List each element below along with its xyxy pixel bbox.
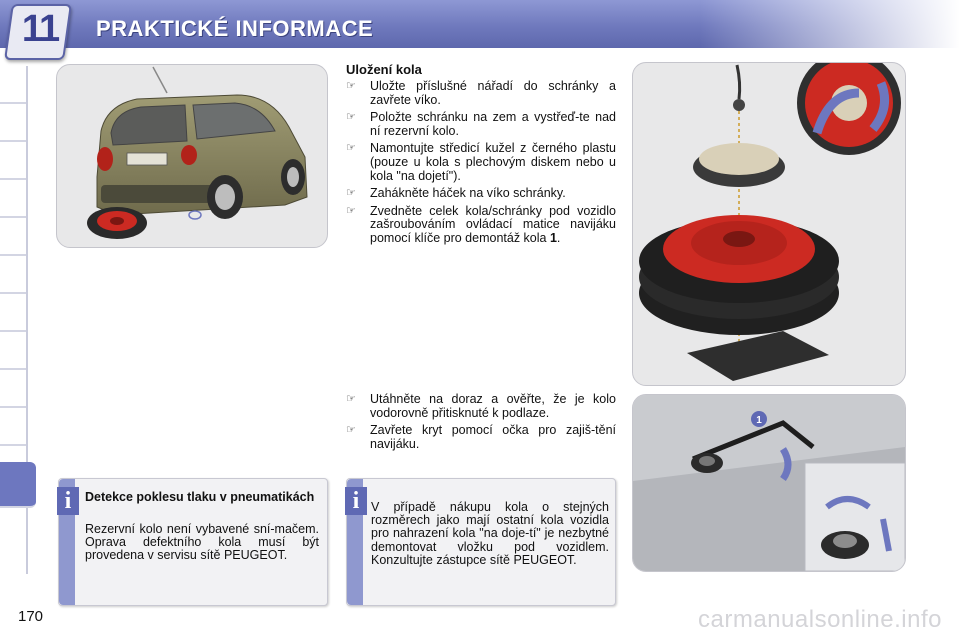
winch-cover-illustration bbox=[633, 395, 905, 571]
side-tab[interactable] bbox=[0, 66, 26, 104]
list-item: ☞ Utáhněte na doraz a ověřte, že je kolo vodorovně přitisknuté k podlaze. bbox=[346, 392, 616, 420]
info-icon: i bbox=[57, 487, 79, 515]
side-tab[interactable] bbox=[0, 142, 26, 180]
side-tab[interactable] bbox=[0, 332, 26, 370]
tpms-info-box bbox=[58, 478, 328, 606]
hand-pointer-icon: ☞ bbox=[346, 111, 356, 124]
hand-pointer-icon: ☞ bbox=[346, 393, 356, 405]
list-item: ☞ Uložte příslušné nářadí do schránky a zavřete víko. bbox=[346, 79, 616, 107]
list-item: ☞ Zahákněte háček na víko schránky. bbox=[346, 186, 566, 201]
side-tab-active[interactable] bbox=[0, 462, 36, 508]
side-tab[interactable] bbox=[0, 104, 26, 142]
page-number: 170 bbox=[18, 608, 44, 625]
spare-wheel-stack-panel bbox=[632, 62, 906, 386]
side-tab[interactable] bbox=[0, 180, 26, 218]
winch-callout-number: 1 bbox=[756, 415, 762, 426]
steps-list-bottom bbox=[346, 393, 616, 455]
hand-pointer-icon: ☞ bbox=[346, 142, 356, 155]
side-tab[interactable] bbox=[0, 408, 26, 446]
info-icon: i bbox=[345, 487, 367, 515]
spare-wheel-stack-illustration bbox=[633, 63, 905, 385]
list-item: ☞ Namontujte středicí kužel z černého plastu (pouze u kola s plechovým diskem nebo u kola "na dojetí"). bbox=[346, 141, 616, 183]
hand-pointer-icon: ☞ bbox=[346, 187, 356, 200]
winch-panel bbox=[632, 394, 906, 572]
side-tab[interactable] bbox=[0, 218, 26, 256]
steps-list-top bbox=[346, 80, 616, 250]
side-tab-rail bbox=[0, 66, 28, 574]
page-title: PRAKTICKÉ INFORMACE bbox=[96, 16, 374, 41]
list-item: ☞ Zavřete kryt pomocí očka pro zajiš-tění navijáku. bbox=[346, 423, 616, 451]
list-item: ☞ Položte schránku na zem a vystřeď-te nad ní rezervní kolo. bbox=[346, 110, 616, 138]
section-title: Uložení kola bbox=[346, 62, 422, 77]
side-tab[interactable] bbox=[0, 370, 26, 408]
hand-pointer-icon: ☞ bbox=[346, 424, 356, 437]
list-item: ☞ Zvedněte celek kola/schránky pod vozidlo zašroubováním ovládací matice navijáku pomocí klíče pro demontáž kola 1. bbox=[346, 203, 616, 245]
side-tab[interactable] bbox=[0, 256, 26, 294]
info-box-text: Rezervní kolo není vybavené sní-mačem. Oprava defektního kola musí být provedena v servisu sítě PEUGEOT. bbox=[85, 522, 319, 563]
info-box-title: Detekce poklesu tlaku v pneumatikách bbox=[85, 490, 315, 504]
side-tab[interactable] bbox=[0, 294, 26, 332]
car-rear-with-spare-wheel-illustration bbox=[57, 65, 327, 247]
watermark: carmanualsonline.info bbox=[698, 606, 942, 633]
chapter-number: 11 bbox=[21, 8, 59, 50]
wheel-reference-number: 1 bbox=[549, 230, 557, 245]
car-illustration-panel bbox=[56, 64, 328, 248]
hand-pointer-icon: ☞ bbox=[346, 80, 356, 92]
info-box-text: V případě nákupu kola o stejných rozměrech jako mají ostatní kola vozidla pro nahrazení kola "na doje-tí" je nezbytné demontovat vložku pod vozidlem. Konzultujte zástupce sítě PEUGEOT. bbox=[371, 500, 609, 567]
hand-pointer-icon: ☞ bbox=[346, 204, 356, 217]
wheel-purchase-info-box bbox=[346, 478, 616, 606]
